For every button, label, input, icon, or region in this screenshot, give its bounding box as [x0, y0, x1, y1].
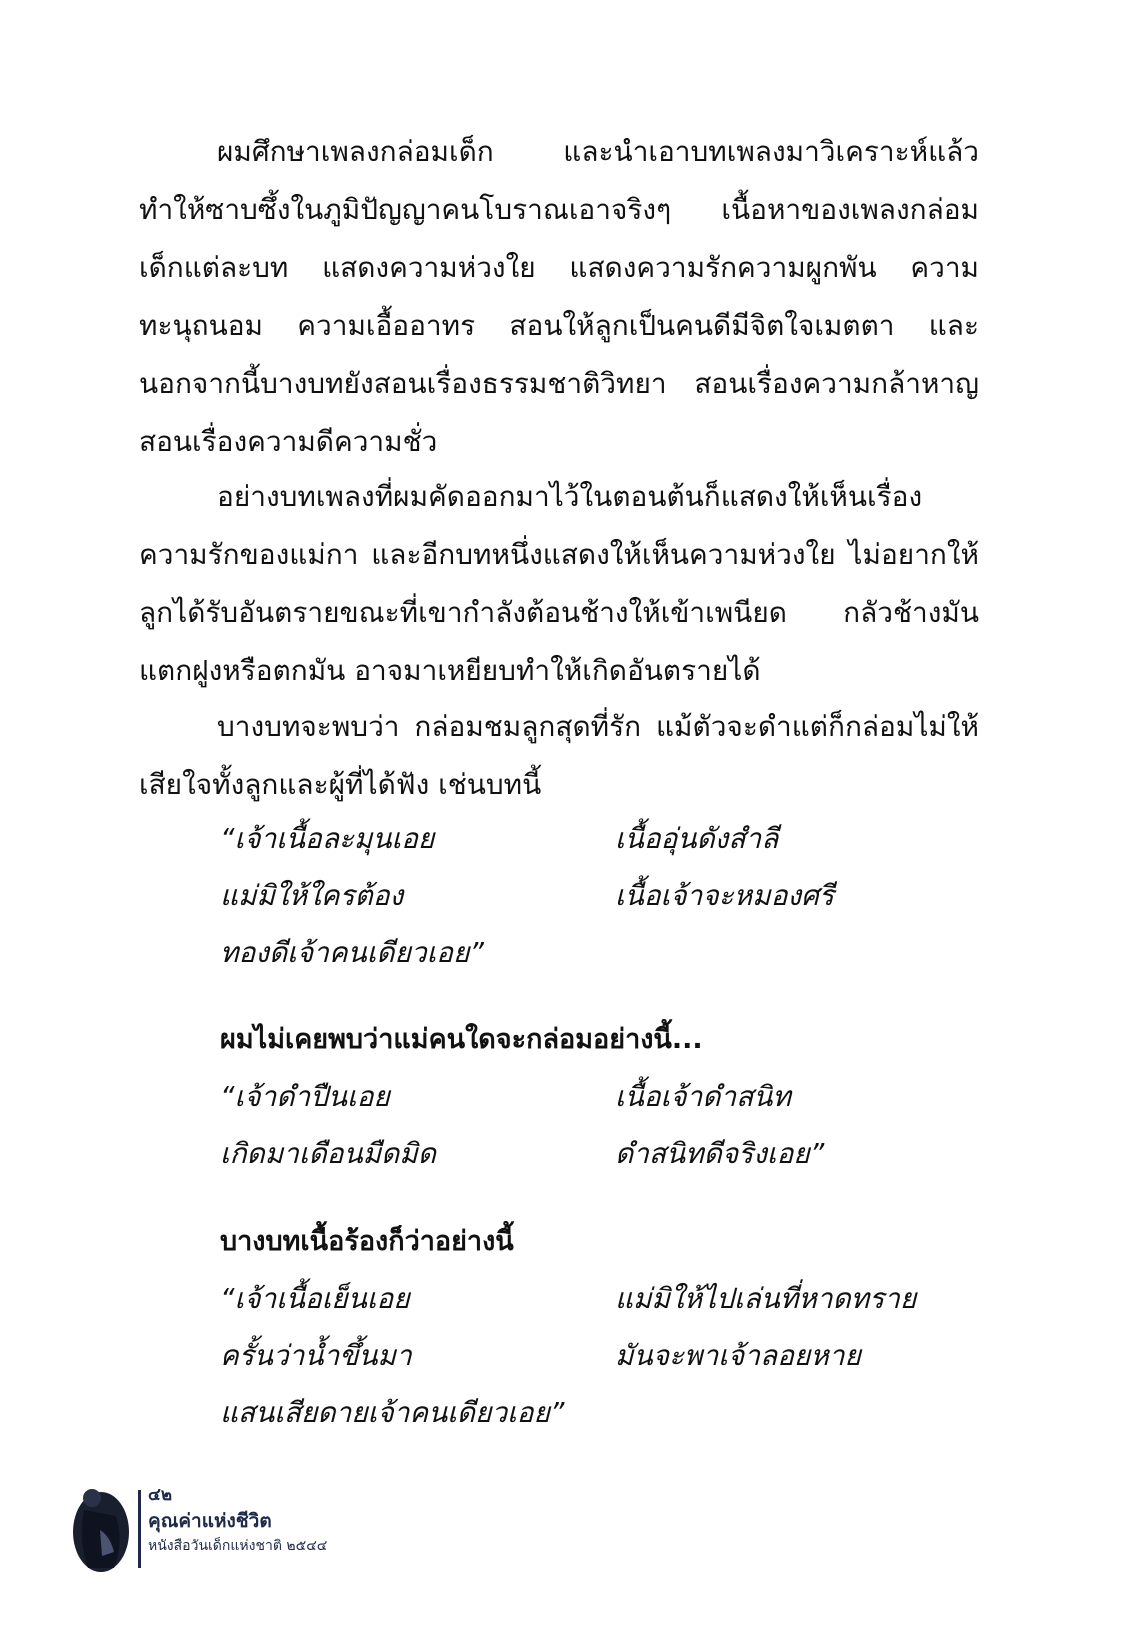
verse-line-right: เนื้ออุ่นดังสำลี [615, 822, 779, 855]
page-footer [70, 1480, 430, 1580]
section-heading-2: บางบทเนื้อร้องก็ว่าอย่างนี้ [220, 1226, 514, 1257]
section-heading-1: ผมไม่เคยพบว่าแม่คนใดจะกล่อมอย่างนี้... [220, 1024, 703, 1055]
verse-line-left: “เจ้าเนื้อละมุนเอย [220, 822, 435, 855]
footer-text-block [148, 1484, 327, 1556]
verse-line [220, 1270, 980, 1327]
verse-line-left: เกิดมาเดือนมืดมิด [220, 1137, 436, 1170]
verse-line [220, 1068, 980, 1125]
book-subtitle: หนังสือวันเด็กแห่งชาติ ๒๕๔๔ [148, 1538, 328, 1554]
mother-child-logo-icon [70, 1480, 132, 1574]
lullaby-verse-3 [220, 1270, 980, 1441]
verse-line-right: เนื้อเจ้าดำสนิท [615, 1080, 791, 1113]
verse-line-right: แม่มิให้ไปเล่นที่หาดทราย [615, 1282, 917, 1315]
verse-line-right: ดำสนิทดีจริงเอย” [615, 1137, 825, 1170]
verse-line [220, 1125, 980, 1182]
verse-line-left: แสนเสียดายเจ้าคนเดียวเอย” [220, 1396, 565, 1429]
paragraph-2: อย่างบทเพลงที่ผมคัดออกมาไว้ในตอนต้นก็แสดงให้เห็นเรื่องความรักของแม่กา และอีกบทหนึ่งแสดงให้เห็นความห่วงใย ไม่อยากให้ลูกได้รับอันตรายขณะที่เขากำลังต้อนช้างให้เข้าเพนียด กลัวช้างมันแตกฝูงหรือตกมัน อาจมาเหยียบทำให้เกิดอันตรายได้ [139, 480, 979, 687]
verse-line [220, 924, 980, 981]
verse-line [220, 867, 980, 924]
footer-divider [138, 1490, 141, 1568]
verse-line-right: มันจะพาเจ้าลอยหาย [615, 1339, 861, 1372]
verse-line [220, 1327, 980, 1384]
paragraph-3: บางบทจะพบว่า กล่อมชมลูกสุดที่รัก แม้ตัวจะดำแต่ก็กล่อมไม่ให้เสียใจทั้งลูกและผู้ที่ได้ฟัง เช่นบทนี้ [139, 710, 979, 801]
verse-line-left: “เจ้าดำปืนเอย [220, 1080, 390, 1113]
verse-line-left: ครั้นว่าน้ำขึ้นมา [220, 1339, 412, 1372]
book-title: คุณค่าแห่งชีวิต [148, 1510, 272, 1532]
lullaby-verse-2 [220, 1068, 980, 1182]
verse-line [220, 1384, 980, 1441]
page-number: ๔๒ [148, 1485, 173, 1505]
verse-line-left: “เจ้าเนื้อเย็นเอย [220, 1282, 410, 1315]
lullaby-verse-1 [220, 810, 980, 981]
paragraph-1: ผมศึกษาเพลงกล่อมเด็ก และนำเอาบทเพลงมาวิเคราะห์แล้ว ทำให้ซาบซึ้งในภูมิปัญญาคนโบราณเอาจริงๆ เนื้อหาของเพลงกล่อมเด็กแต่ละบท แสดงความห่วงใย แสดงความรักความผูกพัน ความทะนุถนอม ความเอื้ออาทร สอนให้ลูกเป็นคนดีมีจิตใจเมตตา และนอกจากนี้บางบทยังสอนเรื่องธรรมชาติวิทยา สอนเรื่องความกล้าหาญ สอนเรื่องความดีความชั่ว [139, 135, 979, 458]
verse-line-left: ทองดีเจ้าคนเดียวเอย” [220, 936, 484, 969]
verse-line [220, 810, 980, 867]
verse-line-right: เนื้อเจ้าจะหมองศรี [615, 879, 834, 912]
verse-line-left: แม่มิให้ใครต้อง [220, 879, 404, 912]
